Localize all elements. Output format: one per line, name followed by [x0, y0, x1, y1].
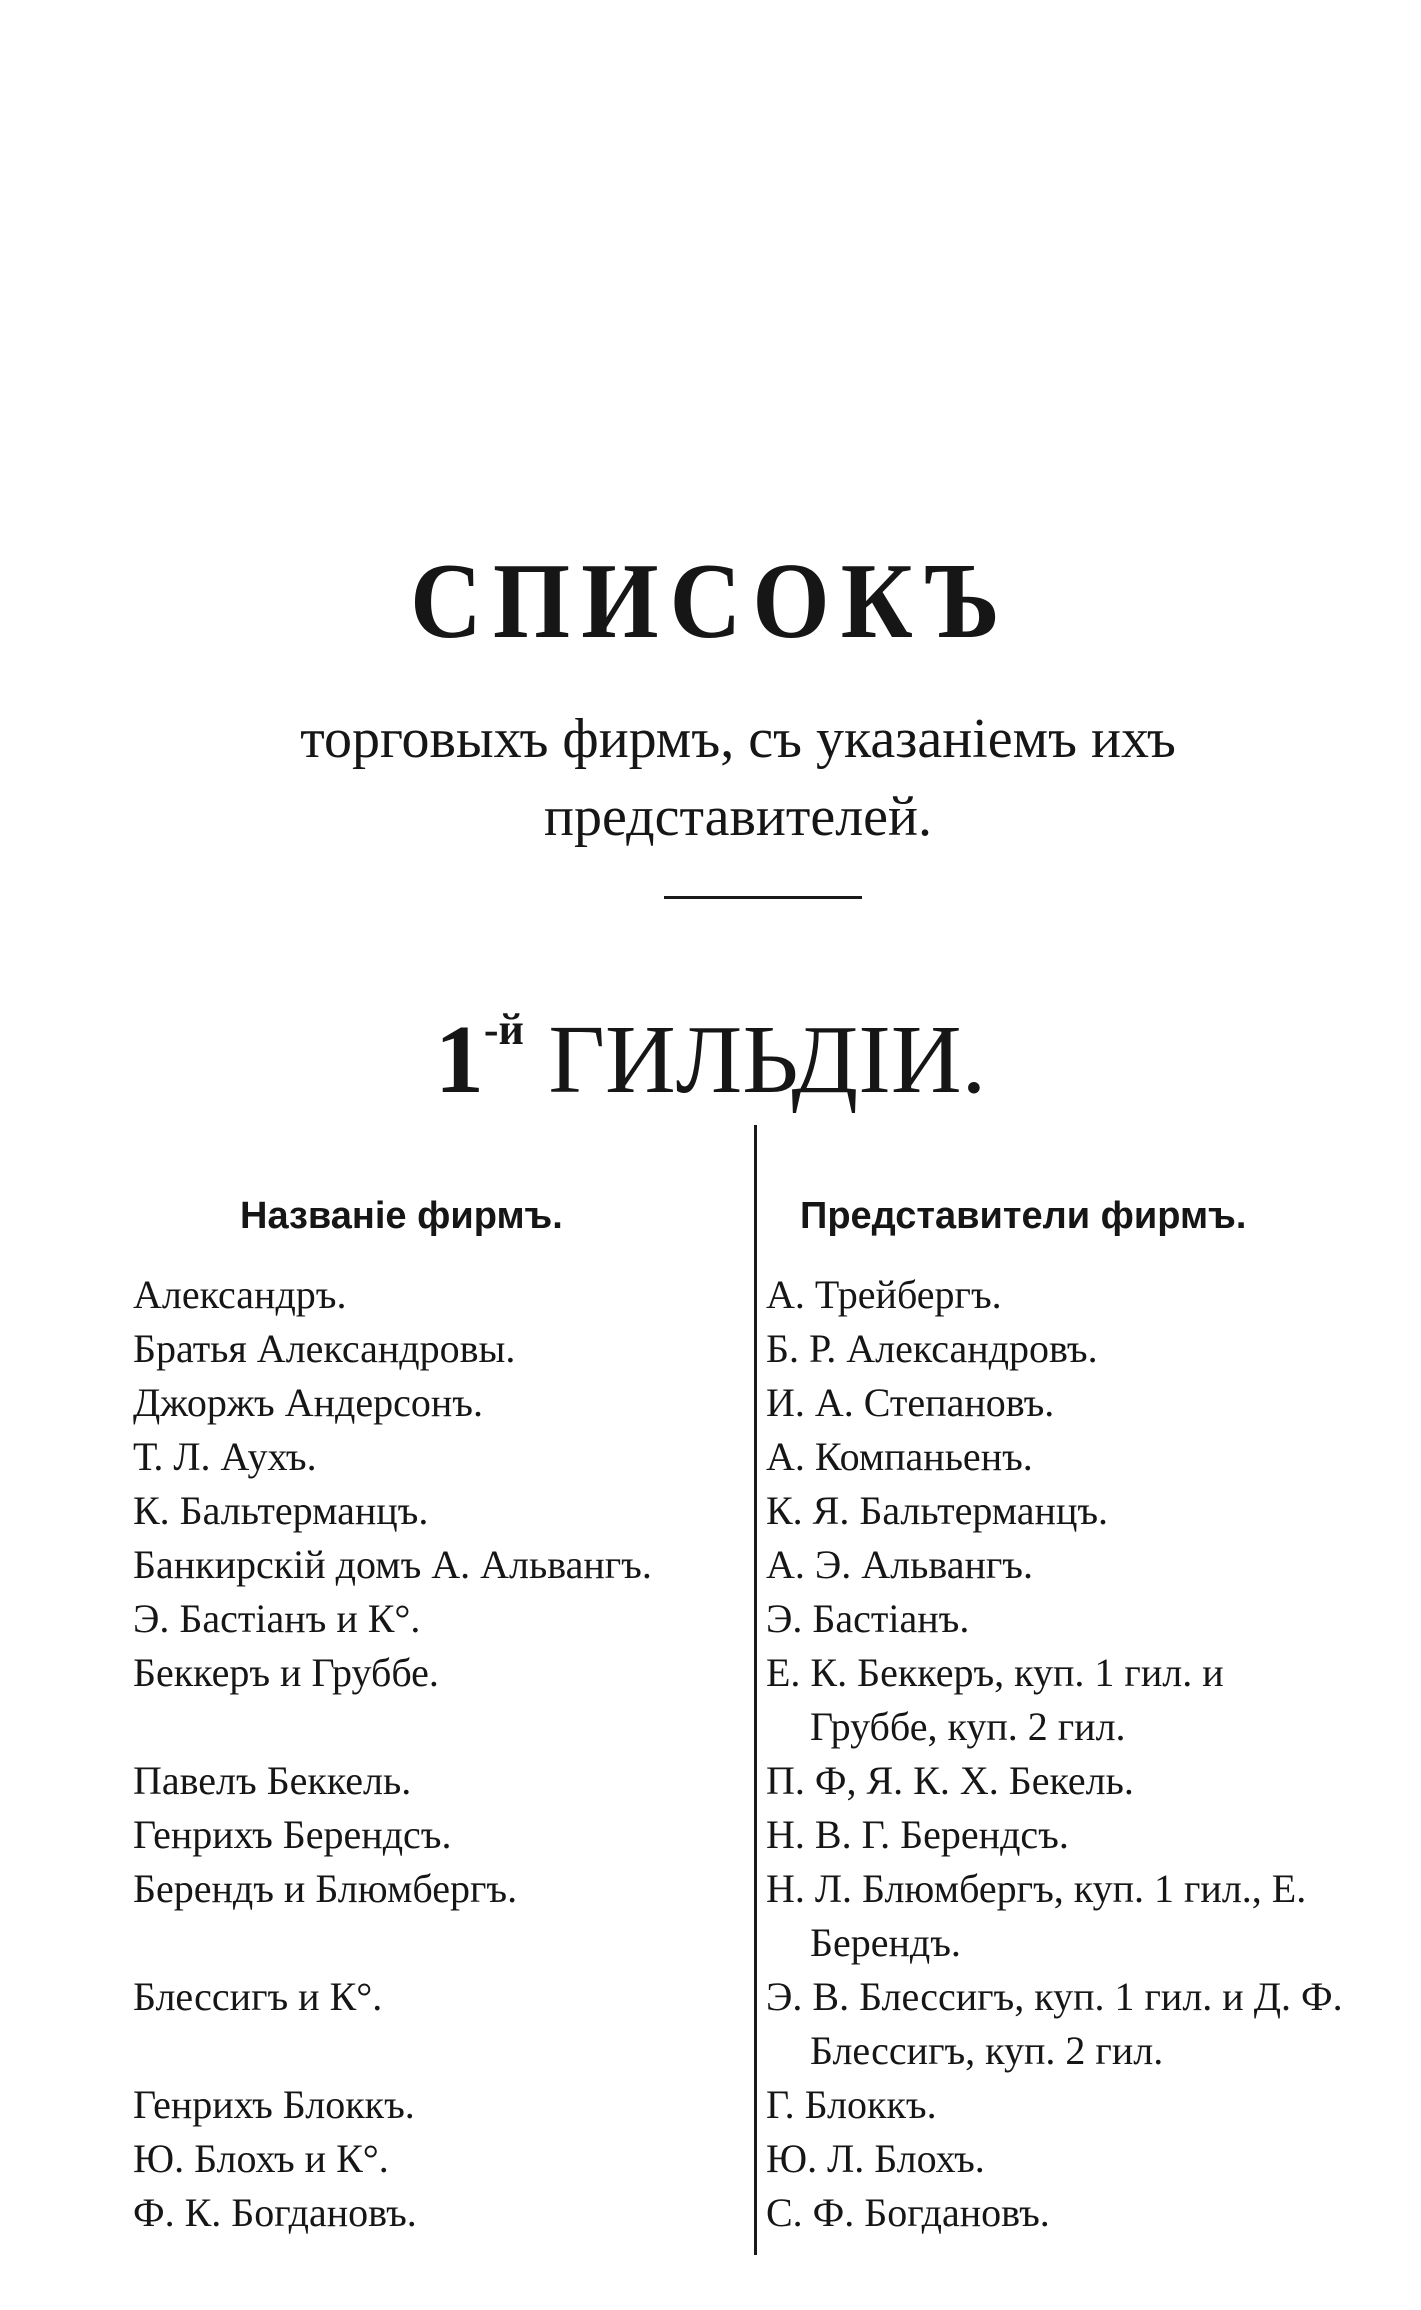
firm-name: Ф. К. Богдановъ. [133, 2190, 417, 2235]
firm-representative [766, 2186, 1366, 2240]
firm-name: Джоржъ Андерсонъ. [133, 1380, 483, 1425]
representative-line: С. Ф. Богдановъ. [766, 2190, 1050, 2235]
firm-representative [766, 2132, 1366, 2186]
firm-representative [766, 1484, 1366, 1538]
firm-name: Блессигъ и К°. [133, 1974, 383, 2019]
column-divider [754, 1125, 757, 2255]
guild-number: 1 [434, 1006, 484, 1114]
firm-representative [766, 1592, 1366, 1646]
firm-representative [766, 1808, 1366, 1862]
representative-line: Э. В. Блессигъ, куп. 1 гил. и Д. Ф. [766, 1974, 1343, 2019]
firm-representative [766, 1376, 1366, 1430]
representative-continuation: Блессигъ, куп. 2 гил. [810, 2028, 1164, 2073]
firm-name: Э. Бастіанъ и К°. [133, 1596, 421, 1641]
representative-continuation: Берендъ. [810, 1920, 961, 1965]
firm-representative [766, 1538, 1366, 1592]
firm-name: Беккеръ и Груббе. [133, 1650, 439, 1695]
firm-name: Т. Л. Аухъ. [133, 1434, 317, 1479]
firm-representative [766, 1430, 1366, 1484]
page-title: СПИСОКЪ [410, 542, 1011, 661]
firm-representatives-header: Представители фирмъ. [800, 1195, 1247, 1237]
firm-name: Генрихъ Блоккъ. [133, 2082, 415, 2127]
guild-heading [0, 975, 1421, 1115]
firm-name: Павелъ Беккель. [133, 1758, 412, 1803]
firm-name: Берендъ и Блюмбергъ. [133, 1866, 518, 1911]
firm-name: Генрихъ Берендсъ. [133, 1812, 452, 1857]
guild-suffix: -й [483, 1005, 524, 1054]
representative-line: И. А. Степановъ. [766, 1380, 1055, 1425]
firm-representative [766, 1862, 1366, 1970]
representative-line: Ю. Л. Блохъ. [766, 2136, 985, 2181]
firm-representative [766, 1970, 1366, 2078]
firm-representative [766, 2078, 1366, 2132]
firm-representative [766, 1646, 1366, 1754]
page-subtitle: торговыхъ фирмъ, съ указаніемъ ихъ представителей. [300, 708, 1176, 848]
representative-continuation: Груббе, куп. 2 гил. [810, 1704, 1126, 1749]
title-divider [664, 896, 862, 899]
representative-line: П. Ф, Я. К. Х. Бекель. [766, 1758, 1134, 1803]
firm-representative [766, 1322, 1366, 1376]
firm-name: К. Бальтерманцъ. [133, 1488, 429, 1533]
firm-name: Банкирскій домъ А. Альвангъ. [133, 1542, 652, 1587]
representative-line: Н. В. Г. Берендсъ. [766, 1812, 1069, 1857]
firm-name: Ю. Блохъ и К°. [133, 2136, 389, 2181]
firm-name: Братья Александровы. [133, 1326, 516, 1371]
firm-representative [766, 1268, 1366, 1322]
guild-word: ГИЛЬДІИ. [548, 1006, 987, 1114]
representative-line: К. Я. Бальтерманцъ. [766, 1488, 1109, 1533]
firm-names-list [133, 1268, 652, 2240]
representative-line: Г. Блоккъ. [766, 2082, 937, 2127]
representative-line: Н. Л. Блюмбергъ, куп. 1 гил., Е. [766, 1866, 1307, 1911]
firm-representative [766, 1754, 1366, 1808]
firm-representatives-list [766, 1268, 1366, 2240]
firm-name: Александръ. [133, 1272, 347, 1317]
firm-names-header: Названіе фирмъ. [240, 1195, 563, 1237]
representative-line: А. Э. Альвангъ. [766, 1542, 1033, 1587]
representative-line: Е. К. Беккеръ, куп. 1 гил. и [766, 1650, 1224, 1695]
representative-line: А. Трейбергъ. [766, 1272, 1002, 1317]
representative-line: А. Компаньенъ. [766, 1434, 1033, 1479]
representative-line: Б. Р. Александровъ. [766, 1326, 1098, 1371]
representative-line: Э. Бастіанъ. [766, 1596, 970, 1641]
